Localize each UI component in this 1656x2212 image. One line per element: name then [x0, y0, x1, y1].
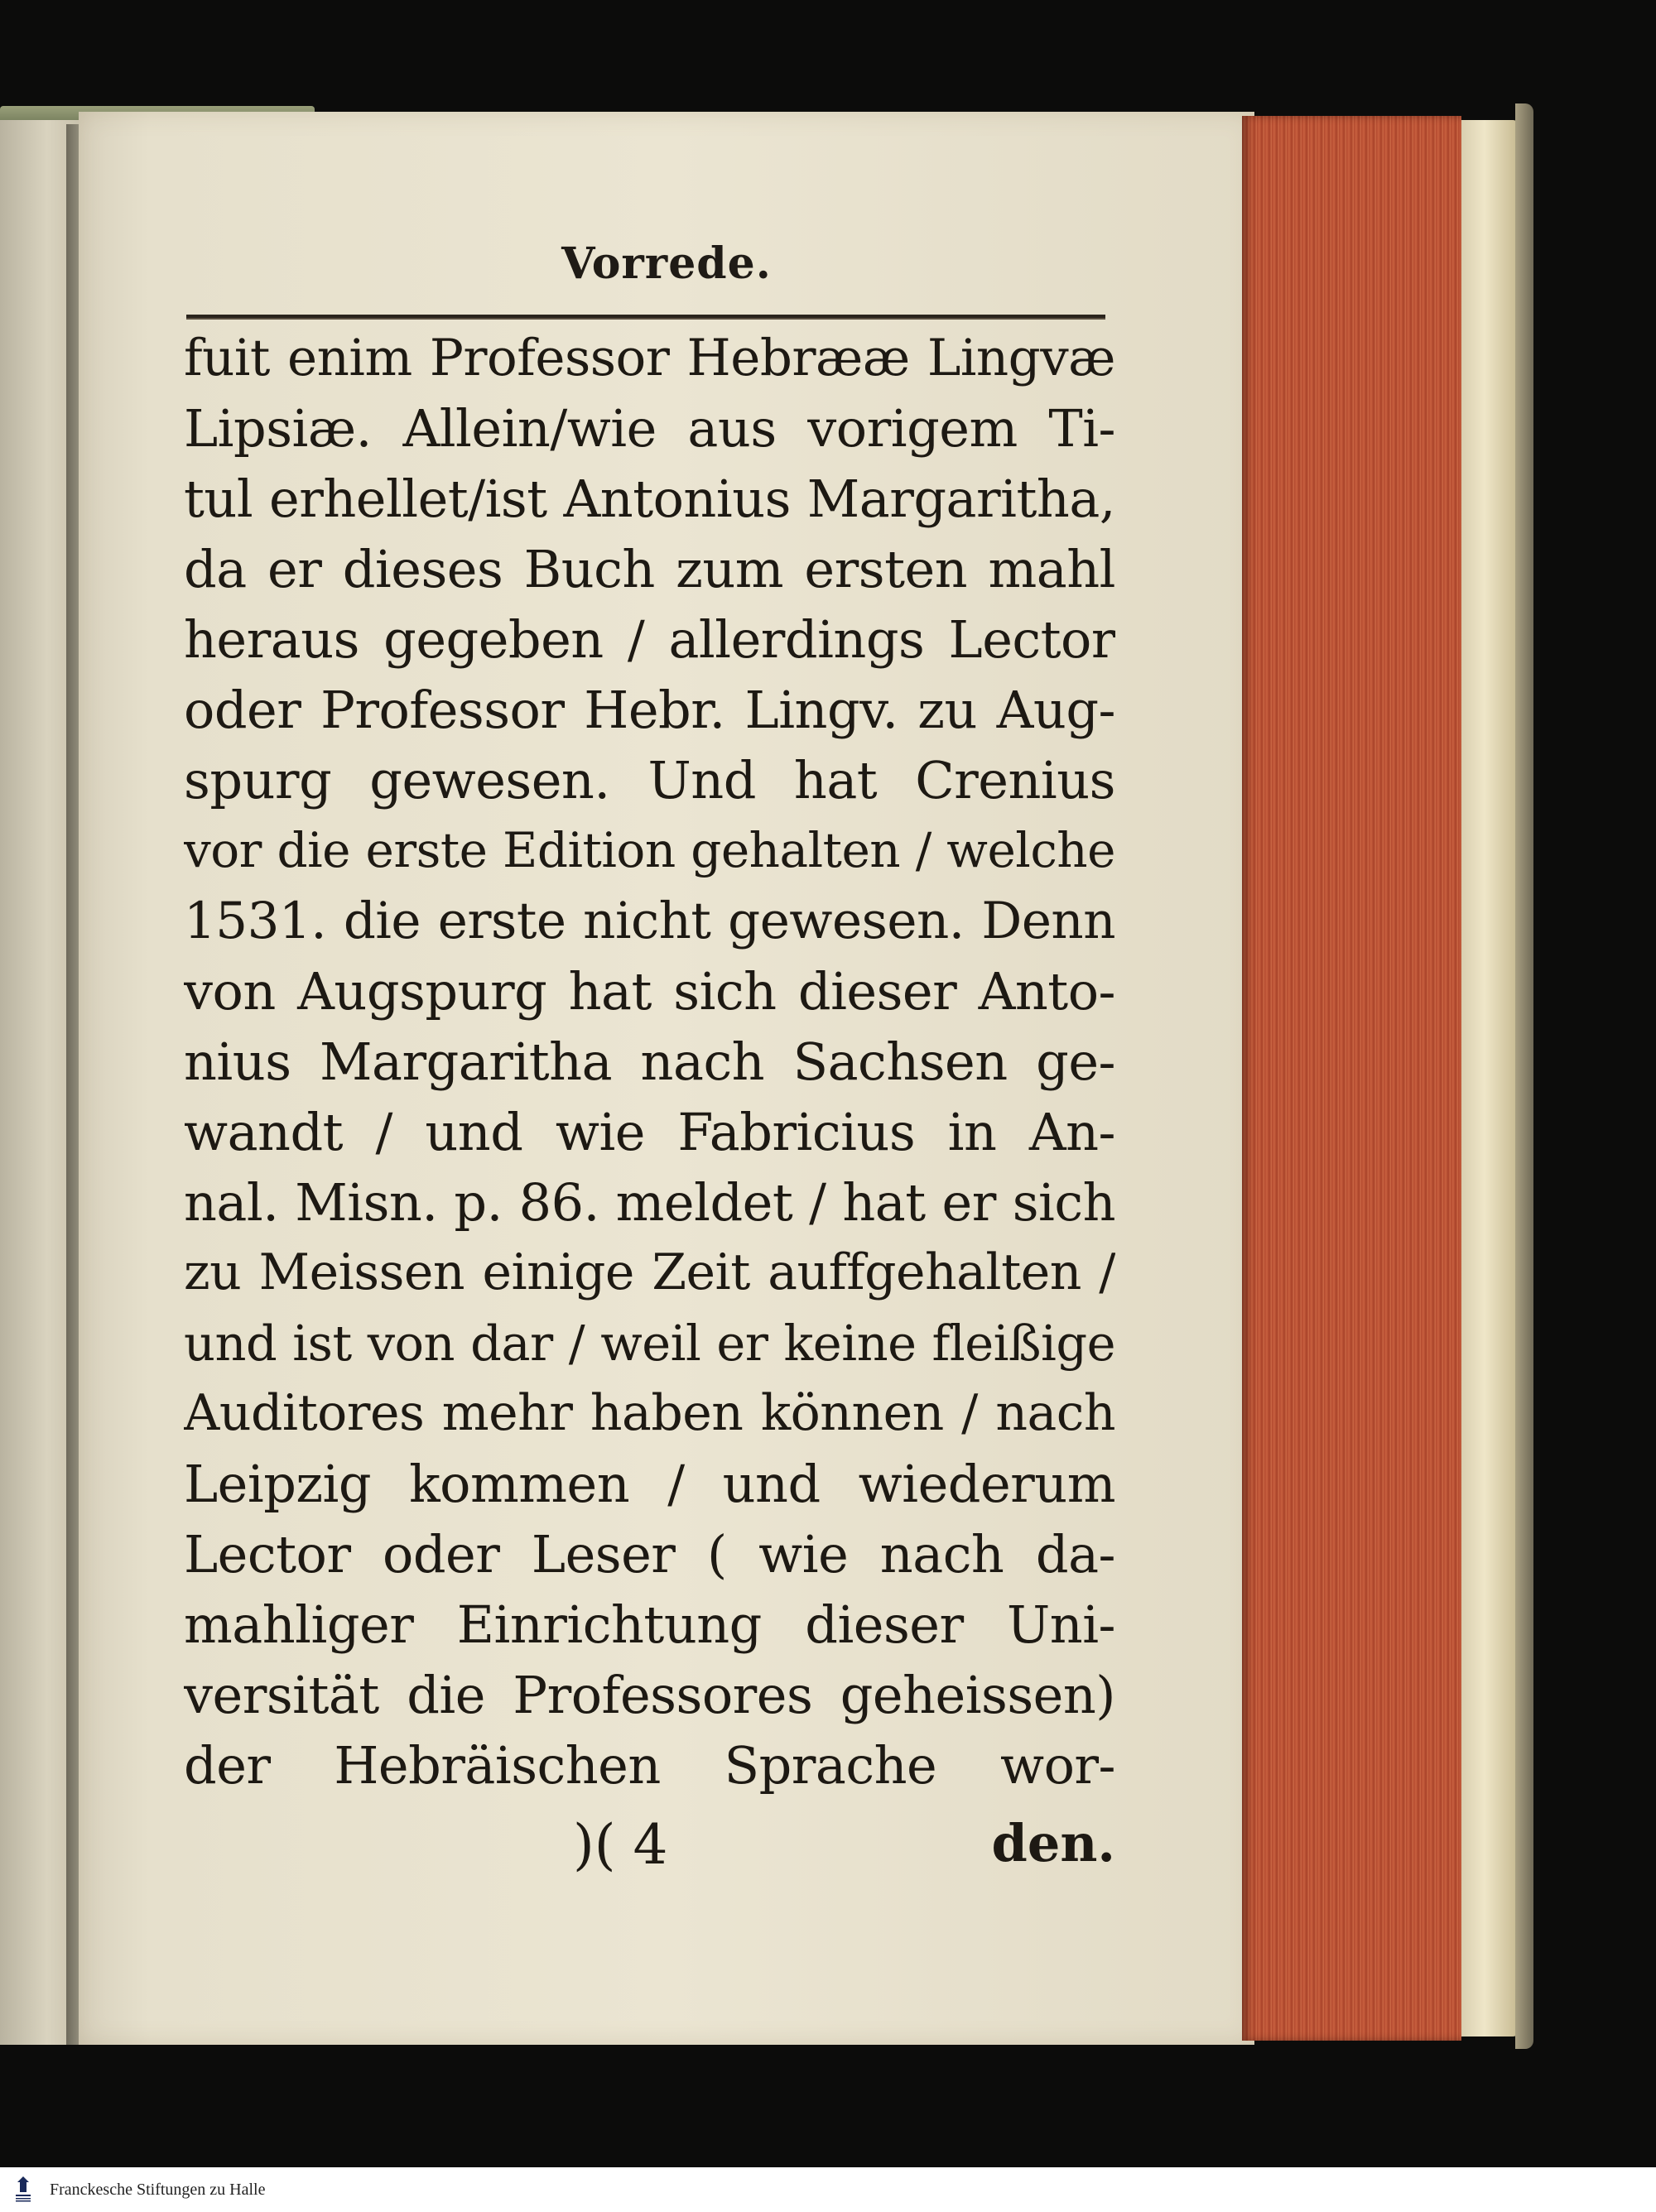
institution-name: Franckesche Stiftungen zu Halle — [50, 2180, 266, 2199]
text-line: da er dieses Buch zum ersten mahl — [184, 539, 1115, 599]
text-line: tul erhellet/ist Antonius Margaritha, — [184, 469, 1115, 529]
text-line: vor die erste Edition gehalten / welche — [184, 822, 1115, 878]
text-block — [184, 323, 1115, 1801]
text-line: und ist von dar / weil er keine fleißige — [184, 1315, 1115, 1372]
vellum-board — [1461, 120, 1519, 2036]
signature-mark: )( 4 — [573, 1813, 668, 1877]
running-head: Vorrede. — [561, 238, 772, 289]
text-line: Lector oder Leser ( wie nach da- — [184, 1524, 1115, 1584]
text-line: oder Professor Hebr. Lingv. zu Aug- — [184, 680, 1115, 740]
text-line: Auditores mehr haben können / nach — [184, 1384, 1115, 1442]
text-line: mahliger Einrichtung dieser Uni- — [184, 1594, 1115, 1655]
text-line: heraus gegeben / allerdings Lector — [184, 609, 1115, 670]
text-line: wandt / und wie Fabricius in An- — [184, 1102, 1115, 1162]
text-line: 1531. die erste nicht gewesen. Denn — [184, 892, 1115, 950]
red-page-edges — [1242, 116, 1461, 2041]
text-line: versität die Professores geheissen) — [184, 1665, 1115, 1725]
text-line: der Hebräischen Sprache wor- — [184, 1735, 1115, 1796]
text-line: spurg gewesen. Und hat Crenius — [184, 750, 1115, 810]
page-foot — [184, 1813, 1115, 1887]
board-edge — [1515, 103, 1533, 2049]
head-rule — [186, 315, 1105, 320]
text-line: fuit enim Professor Hebrææ Lingvæ — [184, 329, 1115, 387]
text-line: nal. Misn. p. 86. meldet / hat er sich — [184, 1172, 1115, 1233]
text-line: zu Meissen einige Zeit auffgehalten / — [184, 1243, 1115, 1301]
footer-bar — [0, 2167, 1656, 2212]
catchword: den. — [991, 1813, 1115, 1873]
text-line: nius Margaritha nach Sachsen ge- — [184, 1031, 1115, 1092]
text-line: Lipsiæ. Allein/wie aus vorigem Ti- — [184, 398, 1115, 459]
institution-logo-icon — [7, 2171, 40, 2208]
text-line: von Augspurg hat sich dieser Anto- — [184, 961, 1115, 1022]
text-line: Leipzig kommen / und wiederum — [184, 1454, 1115, 1514]
